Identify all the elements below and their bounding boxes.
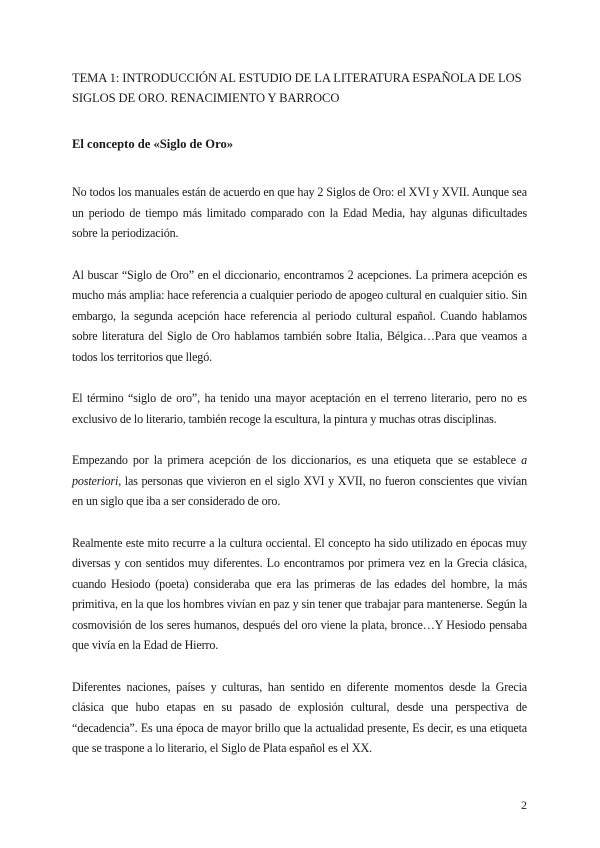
paragraph-term-acceptance: El término “siglo de oro”, ha tenido una mayor aceptación en el terreno literario, pero no es exclusivo de lo literario, también recoge la escultura, la pintura y muchas otras disciplinas. (72, 391, 527, 426)
paragraph-cultural-decadence: Diferentes naciones, países y culturas, han sentido en diferente momentos desde la Grecia clásica que hubo etapas en su pasado de explosión cultural, desde una perspectiva de “decadencia”. Es una época de mayor brillo que la actualidad presente, Es decir, es una etiqueta que se traspone a lo literario, el Siglo de Plata español es el XX. (72, 679, 527, 755)
page-content (72, 68, 527, 759)
paragraph-periodization: No todos los manuales están de acuerdo en que hay 2 Siglos de Oro: el XVI y XVII. Aunque sea un periodo de tiempo más limitado comparado con la Edad Media, hay algunas dificultades sobre la periodización. (72, 185, 527, 240)
paragraph-a-posteriori-text-end: , las personas que vivieron en el siglo XVI y XVII, no fueron conscientes que vivían en un siglo que iba a ser considerado de oro. (72, 473, 527, 508)
paragraph-a-posteriori (72, 450, 527, 512)
a-posteriori-italic: a posteriori (72, 453, 527, 488)
document-title: TEMA 1: INTRODUCCIÓN AL ESTUDIO DE LA LITERATURA ESPAÑOLA DE LOS SIGLOS DE ORO. RENACIMIENTO Y BARROCO (72, 71, 522, 105)
section-heading: El concepto de «Siglo de Oro» (72, 137, 234, 151)
paragraph-a-posteriori-text-start: Empezando por la primera acepción de los diccionarios, es una etiqueta que se establece (72, 453, 522, 467)
paragraph-myth-origin: Realmente este mito recurre a la cultura occiental. El concepto ha sido utilizado en épocas muy diversas y con sentidos muy diferentes. Lo encontramos por primera vez en la Grecia clásica, cuando Hesiodo (poeta) consideraba que era las primeras de las edades del hombre, la más primitiva, en la que los hombres vivían en paz y sin tener que trabajar para mantenerse. Según la cosmovisión de los seres humanos, después del oro viene la plata, bronce…Y Hesiodo pensaba que vivía en la Edad de Hierro. (72, 535, 527, 652)
paragraph-dictionary-meanings: Al buscar “Siglo de Oro” en el diccionario, encontramos 2 acepciones. La primera acepción es mucho más amplia: hace referencia a cualquier periodo de apogeo cultural en cualquier sitio. Sin embargo, la segunda acepción hace referencia al periodo cultural español. Cuando hablamos sobre literatura del Siglo de Oro hablamos también sobre Italia, Bélgica…Para que veamos a todos los territorios que llegó. (72, 267, 527, 364)
page-number: 2 (521, 798, 527, 812)
